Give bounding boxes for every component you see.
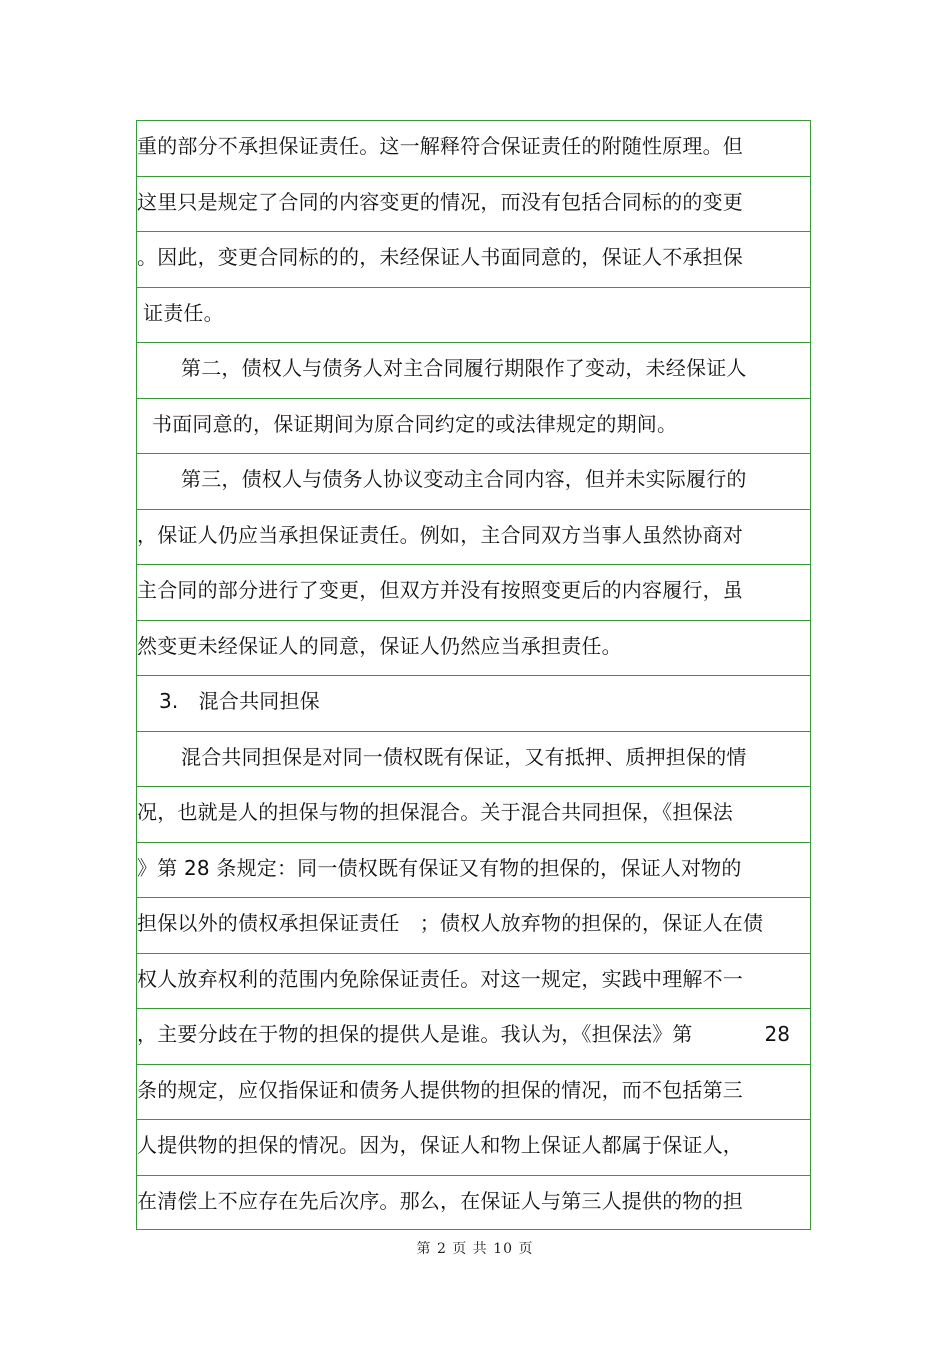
text-line: [137, 121, 810, 177]
text-line: [137, 621, 810, 677]
line-text: 》第 28 条规定：同一债权既有保证又有物的担保的，保证人对物的: [137, 855, 742, 880]
page-footer: 第 2 页 共 10 页: [416, 1241, 534, 1257]
text-line: [137, 1176, 810, 1232]
line-text: 重的部分不承担保证责任。这一解释符合保证责任的附随性原理。但: [137, 134, 743, 158]
line-text: 这里只是规定了合同的内容变更的情况，而没有包括合同标的的变更: [137, 189, 743, 214]
text-line: [137, 1065, 810, 1121]
line-text: 条的规定，应仅指保证和债务人提供物的担保的情况，而不包括第三: [137, 1077, 743, 1102]
line-text: 主合同的部分进行了变更，但双方并没有按照变更后的内容履行，虽: [137, 578, 743, 602]
text-line: [137, 1009, 810, 1065]
line-text: 然变更未经保证人的同意，保证人仍然应当承担责任。: [137, 633, 622, 658]
text-line: [137, 898, 810, 954]
text-line: [137, 565, 810, 621]
section-heading: 3. 混合共同担保: [159, 689, 320, 713]
text-line: [137, 288, 810, 344]
line-text: 人提供物的担保的情况。因为，保证人和物上保证人都属于保证人，: [137, 1133, 743, 1157]
text-line: [137, 232, 810, 288]
line-text: 。因此，变更合同标的的，未经保证人书面同意的，保证人不承担保: [137, 245, 743, 269]
line-text: 第二，债权人与债务人对主合同履行期限作了变动，未经保证人: [181, 356, 747, 380]
line-text: 第三，债权人与债务人协议变动主合同内容，但并未实际履行的: [181, 467, 747, 491]
line-text: 况，也就是人的担保与物的担保混合。关于混合共同担保，《担保法: [137, 800, 733, 824]
article-number: 28: [764, 1022, 790, 1046]
line-text: 混合共同担保是对同一债权既有保证，又有抵押、质押担保的情: [181, 744, 747, 769]
text-line: [137, 510, 810, 566]
text-line: [137, 676, 810, 732]
text-line: [137, 454, 810, 510]
line-text: 证责任。: [143, 300, 224, 325]
line-text: 在清偿上不应存在先后次序。那么，在保证人与第三人提供的物的担: [137, 1188, 743, 1213]
text-line: [137, 399, 810, 455]
text-line: [137, 843, 810, 899]
line-text: ，保证人仍应当承担保证责任。例如，主合同双方当事人虽然协商对: [137, 522, 743, 547]
text-line: [137, 177, 810, 233]
document-frame: [136, 120, 811, 1230]
line-text: ，主要分歧在于物的担保的提供人是谁。我认为，《担保法》第: [137, 1022, 693, 1046]
line-text: 担保以外的债权承担保证责任 ；债权人放弃物的担保的，保证人在债: [137, 911, 764, 935]
text-line: [137, 343, 810, 399]
line-text: 权人放弃权利的范围内免除保证责任。对这一规定，实践中理解不一: [137, 966, 743, 991]
text-line: [137, 1120, 810, 1176]
text-line: [137, 732, 810, 788]
line-text: 书面同意的，保证期间为原合同约定的或法律规定的期间。: [152, 411, 678, 436]
text-line: [137, 787, 810, 843]
text-line: [137, 954, 810, 1010]
